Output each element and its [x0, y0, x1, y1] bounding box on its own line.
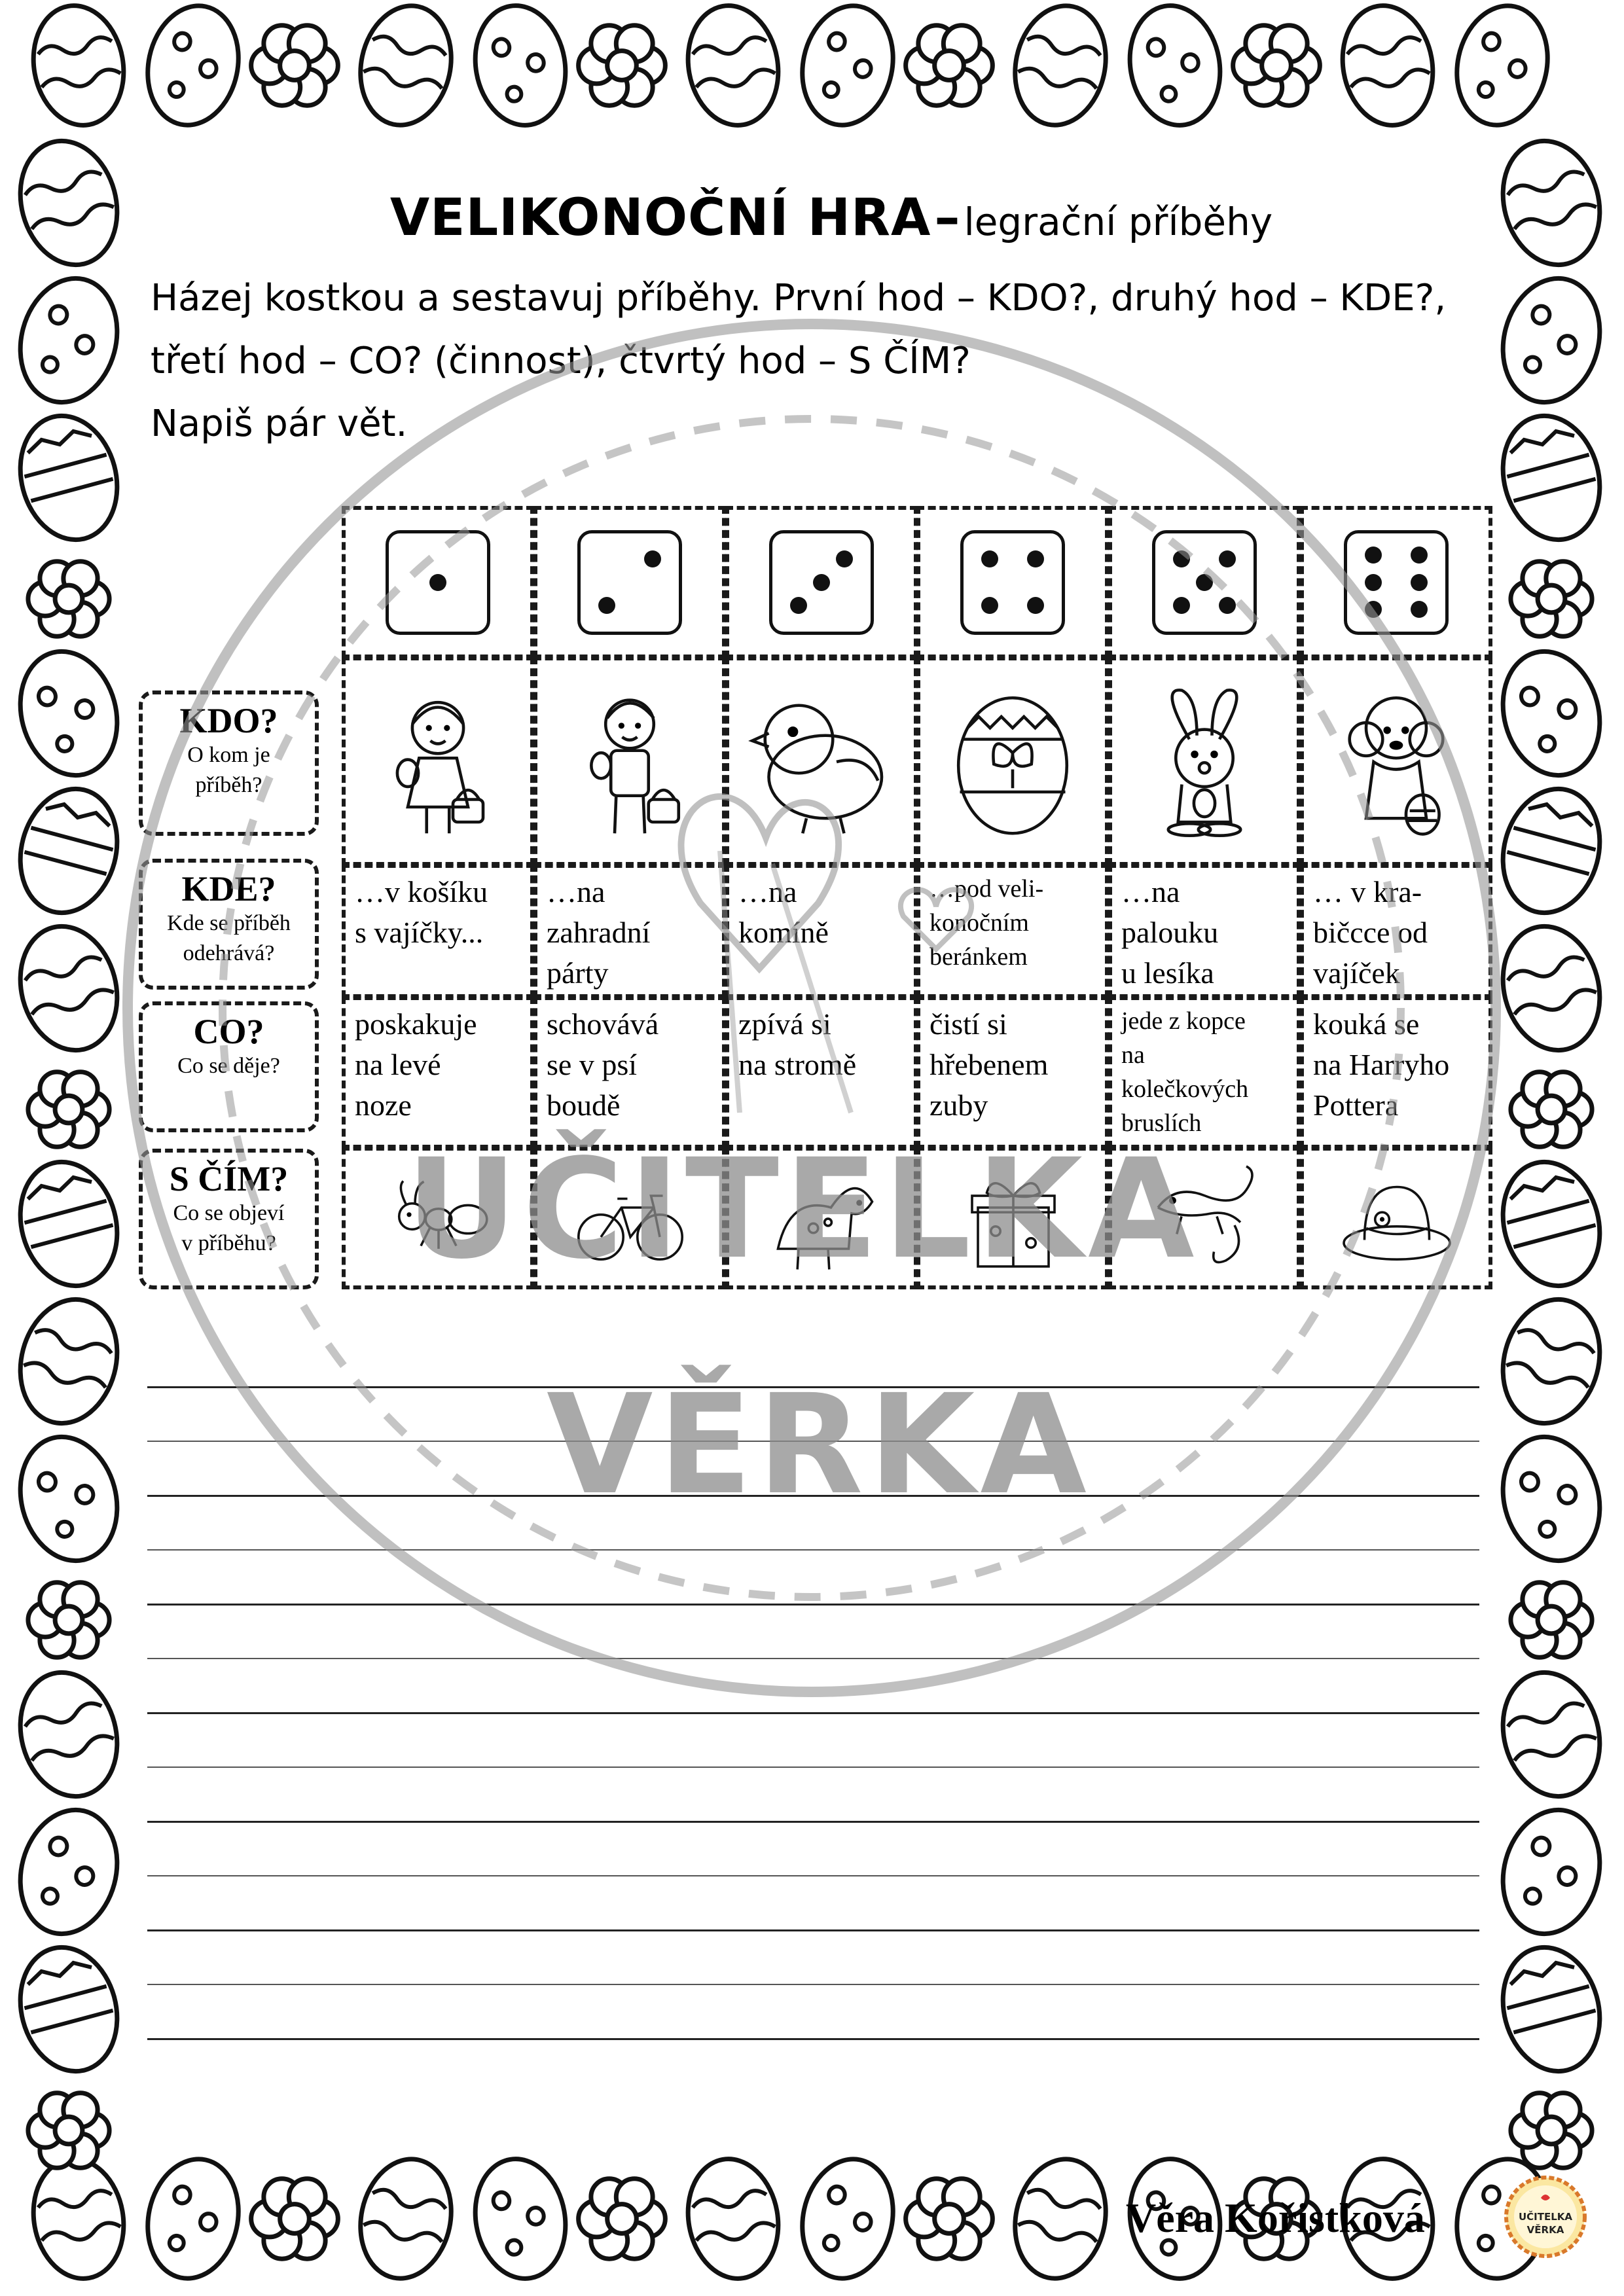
writing-line[interactable]: [147, 1984, 1479, 1985]
kde-option-text: …na komíně: [738, 875, 829, 949]
instructions: [151, 267, 1460, 456]
co-option-text: schovává se v psí boudě: [547, 1007, 659, 1122]
die-pip: [813, 574, 830, 591]
die-pip: [836, 550, 853, 567]
instruction-line-3: Napiš pár vět.: [151, 403, 408, 445]
die-pip: [1173, 597, 1190, 614]
label-scim-title: S ČÍM?: [169, 1159, 289, 1198]
writing-line[interactable]: [147, 1549, 1479, 1551]
label-kdo-title: KDO?: [179, 701, 278, 740]
kde-option-text: …na palouku u lesíka: [1121, 875, 1219, 990]
co-cell-3: [725, 996, 918, 1149]
kdo-cell-5: [1108, 656, 1301, 866]
die-pip: [790, 597, 807, 614]
title-main: VELIKONOČNÍ HRA: [389, 188, 931, 247]
die-pip: [981, 550, 998, 567]
co-cell-5: [1108, 996, 1301, 1149]
writing-line[interactable]: [147, 1604, 1479, 1605]
decorated-egg-icon: [937, 687, 1088, 840]
instruction-line-1: Házej kostkou a sestavuj příběhy. První hod – KDO?, druhý hod – KDE?,: [151, 277, 1447, 319]
co-cell-2: [533, 996, 726, 1149]
kde-cell-3: [725, 864, 918, 998]
dice-cell-6: [1300, 506, 1492, 658]
die-pip: [1365, 574, 1382, 591]
kde-option-text: …pod veli- konočním beránkem: [929, 875, 1044, 971]
die-pip: [1411, 574, 1428, 591]
die-pip: [1173, 550, 1190, 567]
die-pip: [1219, 550, 1236, 567]
kdo-cell-4: [916, 656, 1109, 866]
label-kdo: [139, 691, 319, 836]
watermark-line-1: UČITELKA: [406, 1129, 1200, 1289]
die-pip: [598, 597, 615, 614]
writing-line[interactable]: [147, 2038, 1479, 2040]
dice-cell-5: [1108, 506, 1301, 658]
bunny-icon: [1129, 687, 1280, 840]
die-face-3-icon: [769, 530, 874, 635]
die-face-2-icon: [577, 530, 682, 635]
kdo-cell-3: [725, 656, 918, 866]
poodle-dog-icon: [1321, 687, 1471, 840]
die-pip: [1365, 601, 1382, 618]
kdo-cell-6: [1300, 656, 1492, 866]
label-kde-desc: Kde se příběh odehrává?: [167, 911, 291, 965]
writing-line[interactable]: [147, 1821, 1479, 1823]
kde-cell-5: [1108, 864, 1301, 998]
co-option-text: kouká se na Harryho Pottera: [1313, 1007, 1450, 1122]
label-kde-title: KDE?: [181, 869, 276, 908]
label-co-desc: Co se děje?: [177, 1054, 280, 1078]
die-pip: [429, 574, 446, 591]
boy-with-basket-icon: [554, 687, 705, 840]
co-cell-4: [916, 996, 1109, 1149]
die-face-5-icon: [1152, 530, 1257, 635]
svg-text:VĚRKA: VĚRKA: [1526, 2224, 1564, 2236]
co-option-text: poskakuje na levé noze: [355, 1007, 477, 1122]
die-pip: [1411, 601, 1428, 618]
label-scim: [139, 1149, 319, 1289]
die-pip: [1411, 547, 1428, 564]
die-pip: [644, 550, 661, 567]
author-name: Věra Kořistková: [1126, 2195, 1425, 2241]
hat-icon: [1338, 1160, 1456, 1281]
die-pip: [1219, 597, 1236, 614]
scim-cell-6: [1300, 1147, 1492, 1289]
watermark-line-2: VĚRKA: [547, 1365, 1092, 1525]
kde-cell-4: [916, 864, 1109, 998]
co-option-text: čistí si hřebenem zuby: [929, 1007, 1049, 1122]
co-option-text: zpívá si na stromě: [738, 1007, 857, 1081]
co-option-text: jede z kopce na kolečkových bruslích: [1121, 1007, 1249, 1137]
die-pip: [1196, 574, 1213, 591]
kde-option-text: …v košíku s vajíčky...: [355, 875, 488, 949]
writing-line[interactable]: [147, 1658, 1479, 1659]
co-cell-6: [1300, 996, 1492, 1149]
die-pip: [981, 597, 998, 614]
kde-cell-1: [342, 864, 534, 998]
dice-cell-2: [533, 506, 726, 658]
label-kde: [139, 859, 319, 990]
writing-line[interactable]: [147, 1929, 1479, 1931]
co-cell-1: [342, 996, 534, 1149]
dice-cell-3: [725, 506, 918, 658]
writing-line[interactable]: [147, 1712, 1479, 1714]
label-kdo-desc: O kom je příběh?: [187, 743, 270, 797]
girl-with-basket-icon: [363, 687, 513, 840]
ucitelka-verka-logo: [1503, 2174, 1588, 2259]
die-pip: [1027, 550, 1044, 567]
label-co: [139, 1001, 319, 1132]
writing-line[interactable]: [147, 1875, 1479, 1876]
die-face-4-icon: [960, 530, 1065, 635]
kde-option-text: … v kra- bičcce od vajíček: [1313, 875, 1428, 990]
writing-line[interactable]: [147, 1767, 1479, 1768]
label-scim-desc: Co se objeví v příběhu?: [173, 1201, 285, 1255]
kde-cell-6: [1300, 864, 1492, 998]
kdo-cell-1: [342, 656, 534, 866]
kde-option-text: …na zahradní párty: [547, 875, 651, 990]
kde-cell-2: [533, 864, 726, 998]
svg-text:UČITELKA: UČITELKA: [1518, 2211, 1573, 2223]
die-face-1-icon: [386, 530, 490, 635]
die-face-6-icon: [1344, 530, 1449, 635]
instruction-line-2: třetí hod – CO? (činnost), čtvrtý hod – S ČÍM?: [151, 340, 971, 382]
die-pip: [1027, 597, 1044, 614]
title-subtitle: legrační příběhy: [964, 200, 1273, 244]
page-title: [275, 188, 1388, 247]
chick-icon: [746, 687, 897, 840]
die-pip: [1365, 547, 1382, 564]
label-co-title: CO?: [193, 1012, 264, 1051]
dice-cell-1: [342, 506, 534, 658]
dice-cell-4: [916, 506, 1109, 658]
kdo-cell-2: [533, 656, 726, 866]
title-dash: –: [934, 188, 961, 247]
